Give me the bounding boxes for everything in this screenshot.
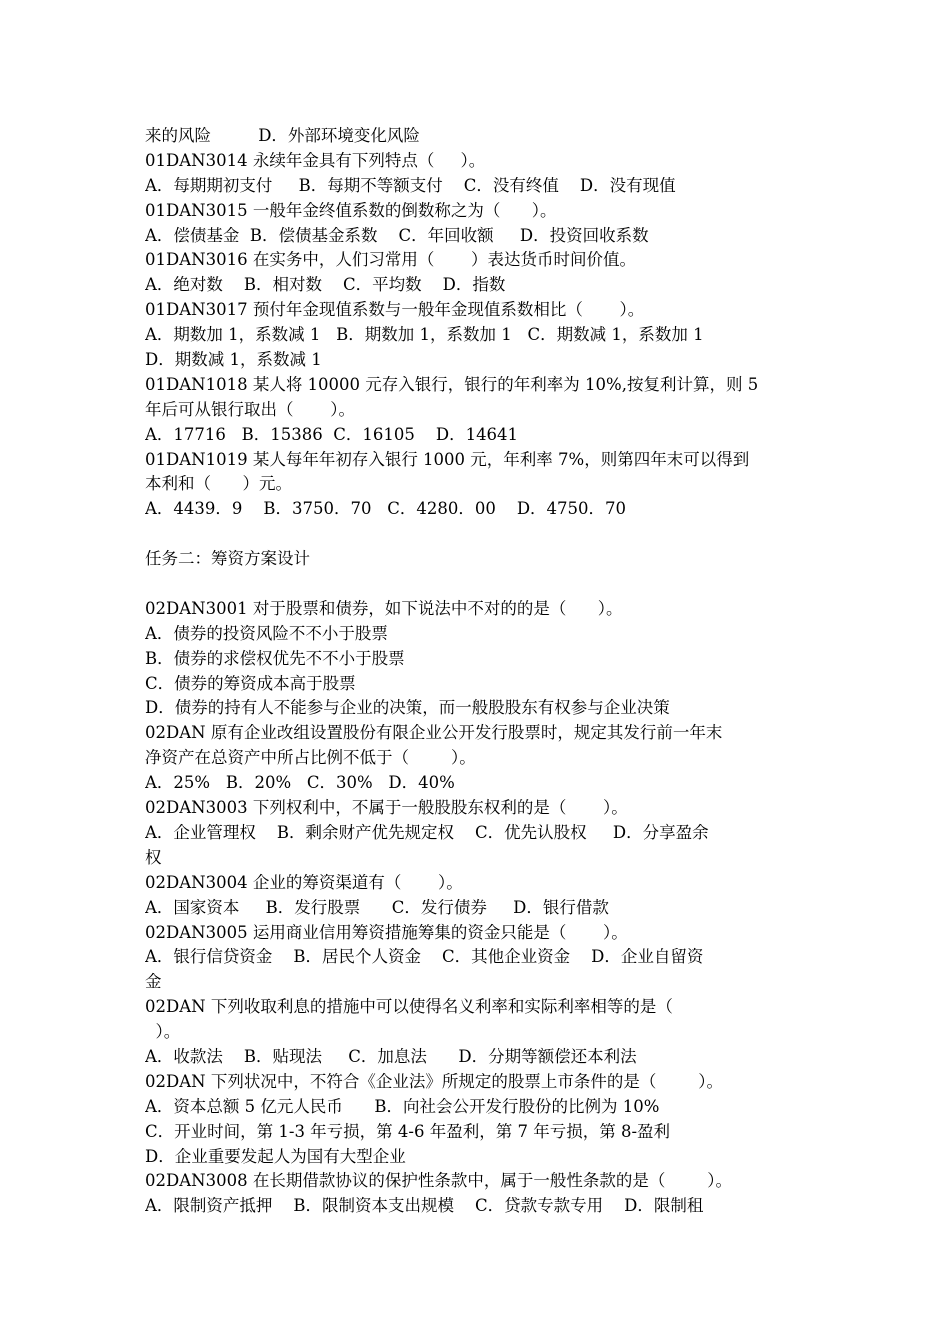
blank-line <box>145 572 810 597</box>
text-line: 01DAN3016 在实务中，人们习常用（ ）表达货币时间价值。 <box>145 250 637 270</box>
text-line: C．开业时间，第 1-3 年亏损，第 4-6 年盈利，第 7 年亏损，第 8-盈利 <box>145 1121 671 1141</box>
text-line: A．偿债基金 B．偿债基金系数 C．年回收额 D．投资回收系数 <box>145 225 649 245</box>
text-line: A．绝对数 B．相对数 C．平均数 D．指数 <box>145 275 506 295</box>
text-line: A．限制资产抵押 B．限制资本支出规模 C．贷款专款专用 D．限制租 <box>145 1196 704 1216</box>
text-line: A．收款法 B．贴现法 C．加息法 D．分期等额偿还本利法 <box>145 1046 637 1066</box>
text-line: 02DAN3005 运用商业信用筹资措施筹集的资金只能是（ ）。 <box>145 922 628 942</box>
text-line: A．国家资本 B．发行股票 C．发行债券 D．银行借款 <box>145 897 609 917</box>
text-line: 02DAN3008 在长期借款协议的保护性条款中，属于一般性条款的是（ ）。 <box>145 1171 733 1191</box>
text-line: 02DAN 下列收取利息的措施中可以使得名义利率和实际利率相等的是（ <box>145 997 673 1017</box>
text-line: A．17716 B．15386 C．16105 D．14641 <box>145 424 519 444</box>
text-line: A．每期期初支付 B．每期不等额支付 C．没有终值 D．没有现值 <box>145 175 676 195</box>
document-body <box>145 124 810 1219</box>
text-line: 来的风险 D．外部环境变化风险 <box>145 126 420 145</box>
text-line: 本利和（ ）元。 <box>145 474 292 494</box>
text-line: 年后可从银行取出（ ）。 <box>145 399 355 419</box>
text-line: 01DAN3017 预付年金现值系数与一般年金现值系数相比（ ）。 <box>145 300 645 320</box>
text-line: A．银行信贷资金 B．居民个人资金 C．其他企业资金 D．企业自留资 <box>145 947 704 967</box>
blank-line <box>145 522 810 547</box>
text-line: 01DAN3014 永续年金具有下列特点（ ）。 <box>145 150 486 170</box>
text-line: A．25% B．20% C．30% D．40% <box>145 773 455 793</box>
text-line: ）。 <box>145 1022 181 1042</box>
text-line: 01DAN1019 某人每年年初存入银行 1000 元，年利率 7%，则第四年末可以得到 <box>145 449 750 469</box>
text-line: A．债券的投资风险不不小于股票 <box>145 623 388 643</box>
text-line: 01DAN1018 某人将 10000 元存入银行，银行的年利率为 10%,按复利计算，则 5 <box>145 374 759 394</box>
text-line: 净资产在总资产中所占比例不低于（ ）。 <box>145 748 476 768</box>
text-line: A．资本总额 5 亿元人民币 B．向社会公开发行股份的比例为 10% <box>145 1096 660 1116</box>
text-line: 02DAN3004 企业的筹资渠道有（ ）。 <box>145 872 463 892</box>
text-line: 金 <box>145 972 162 992</box>
text-line: 02DAN 原有企业改组设置股份有限企业公开发行股票时，规定其发行前一年末 <box>145 723 723 743</box>
text-line: 权 <box>145 847 162 867</box>
text-line: A．4439．9 B．3750．70 C．4280．00 D．4750．70 <box>145 499 627 519</box>
text-line: 02DAN3001 对于股票和债券，如下说法中不对的的是（ ）。 <box>145 598 623 618</box>
text-line: 01DAN3015 一般年金终值系数的倒数称之为（ ）。 <box>145 200 557 220</box>
text-line: A．期数加 1，系数减 1 B．期数加 1，系数加 1 C．期数减 1，系数加 1 <box>145 325 704 345</box>
text-line: D．债券的持有人不能参与企业的决策，而一般股股东有权参与企业决策 <box>145 698 670 718</box>
text-line: D．企业重要发起人为国有大型企业 <box>145 1146 406 1166</box>
text-line: 02DAN3003 下列权利中，不属于一般股股东权利的是（ ）。 <box>145 798 628 818</box>
text-line: 02DAN 下列状况中，不符合《企业法》所规定的股票上市条件的是（ ）。 <box>145 1071 724 1091</box>
text-line: C．债券的筹资成本高于股票 <box>145 673 356 693</box>
text-line: D．期数减 1，系数减 1 <box>145 350 322 370</box>
text-line: 任务二：筹资方案设计 <box>145 549 310 569</box>
text-line: A．企业管理权 B．剩余财产优先规定权 C．优先认股权 D．分享盈余 <box>145 822 709 842</box>
text-line: B．债券的求偿权优先不不小于股票 <box>145 648 405 668</box>
